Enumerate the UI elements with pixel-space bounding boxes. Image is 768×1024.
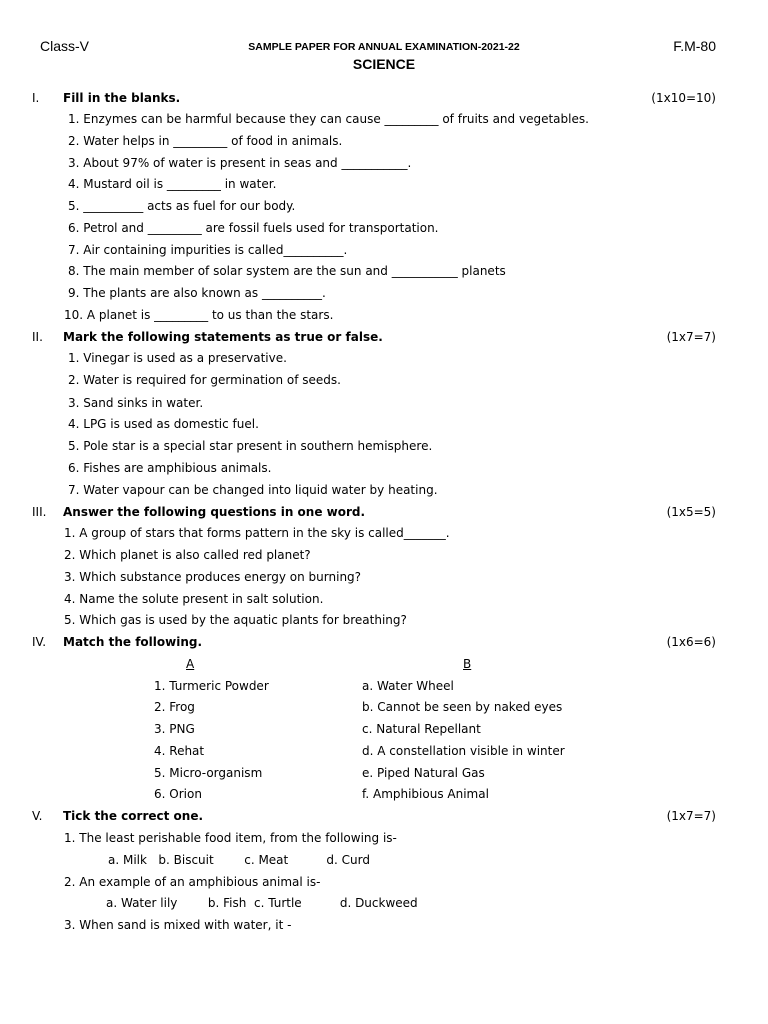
section-2-number: II. [32,330,43,344]
match-b-item: c. Natural Repellant [362,722,481,736]
question-item: 3. When sand is mixed with water, it - [64,918,292,932]
full-marks: F.M-80 [673,38,716,54]
match-a-item: 2. Frog [154,700,195,714]
match-a-item: 4. Rehat [154,744,205,758]
question-item: 9. The plants are also known as __________. [68,286,326,300]
match-b-item: e. Piped Natural Gas [362,766,485,780]
section-1-number: I. [32,91,40,105]
question-item: 1. Vinegar is used as a preservative. [68,351,287,365]
section-5-title: Tick the correct one. [63,809,204,823]
match-a-item: 3. PNG [154,722,195,736]
question-item: 5. __________ acts as fuel for our body. [68,199,296,213]
question-options: a. Milk b. Biscuit c. Meat d. Curd [108,853,370,867]
question-item: 3. Which substance produces energy on burning? [64,570,362,584]
section-2-marks: (1x7=7) [666,330,716,344]
question-item: 2. Water helps in _________ of food in animals. [68,134,343,148]
question-item: 7. Water vapour can be changed into liquid water by heating. [68,483,438,497]
section-4-number: IV. [32,635,47,649]
section-4-marks: (1x6=6) [666,635,716,649]
question-item: 5. Which gas is used by the aquatic plants for breathing? [64,613,407,627]
section-1-title: Fill in the blanks. [63,91,181,105]
section-4-title: Match the following. [63,635,203,649]
question-item: 6. Petrol and _________ are fossil fuels used for transportation. [68,221,439,235]
section-5-marks: (1x7=7) [666,809,716,823]
match-a-item: 5. Micro-organism [154,766,263,780]
match-a-item: 6. Orion [154,787,202,801]
question-item: 4. Name the solute present in salt solution. [64,592,324,606]
match-a-item: 1. Turmeric Powder [154,679,269,693]
section-3-number: III. [32,505,47,519]
question-item: 3. About 97% of water is present in seas and ___________. [68,156,412,170]
section-3-marks: (1x5=5) [666,505,716,519]
question-item: 7. Air containing impurities is called__________. [68,243,348,257]
question-item: 2. Which planet is also called red planet? [64,548,311,562]
match-b-item: b. Cannot be seen by naked eyes [362,700,563,714]
question-item: 3. Sand sinks in water. [68,396,204,410]
question-options: a. Water lily b. Fish c. Turtle d. Duckweed [106,896,418,910]
question-item: 4. Mustard oil is _________ in water. [68,177,277,191]
question-item: 1. Enzymes can be harmful because they can cause _________ of fruits and vegetables. [68,112,589,126]
question-item: 6. Fishes are amphibious animals. [68,461,272,475]
section-1-marks: (1x10=10) [651,91,716,105]
section-5-number: V. [32,809,43,823]
question-item: 2. An example of an amphibious animal is- [64,875,321,889]
question-item: 5. Pole star is a special star present in southern hemisphere. [68,439,433,453]
question-item: 10. A planet is _________ to us than the stars. [64,308,334,322]
match-b-item: a. Water Wheel [362,679,454,693]
question-item: 2. Water is required for germination of seeds. [68,373,341,387]
section-3-title: Answer the following questions in one word. [63,505,366,519]
subject-title: SCIENCE [352,56,416,72]
class-label: Class-V [40,38,90,54]
question-item: 8. The main member of solar system are the sun and ___________ planets [68,264,506,278]
question-item: 1. A group of stars that forms pattern in the sky is called_______. [64,526,450,540]
match-column-a-header: A [186,657,195,671]
match-column-b-header: B [463,657,472,671]
section-2-title: Mark the following statements as true or false. [63,330,383,344]
question-item: 1. The least perishable food item, from the following is- [64,831,397,845]
question-item: 4. LPG is used as domestic fuel. [68,417,259,431]
exam-title: SAMPLE PAPER FOR ANNUAL EXAMINATION-2021-22 [248,41,520,53]
match-b-item: f. Amphibious Animal [362,787,489,801]
match-b-item: d. A constellation visible in winter [362,744,565,758]
